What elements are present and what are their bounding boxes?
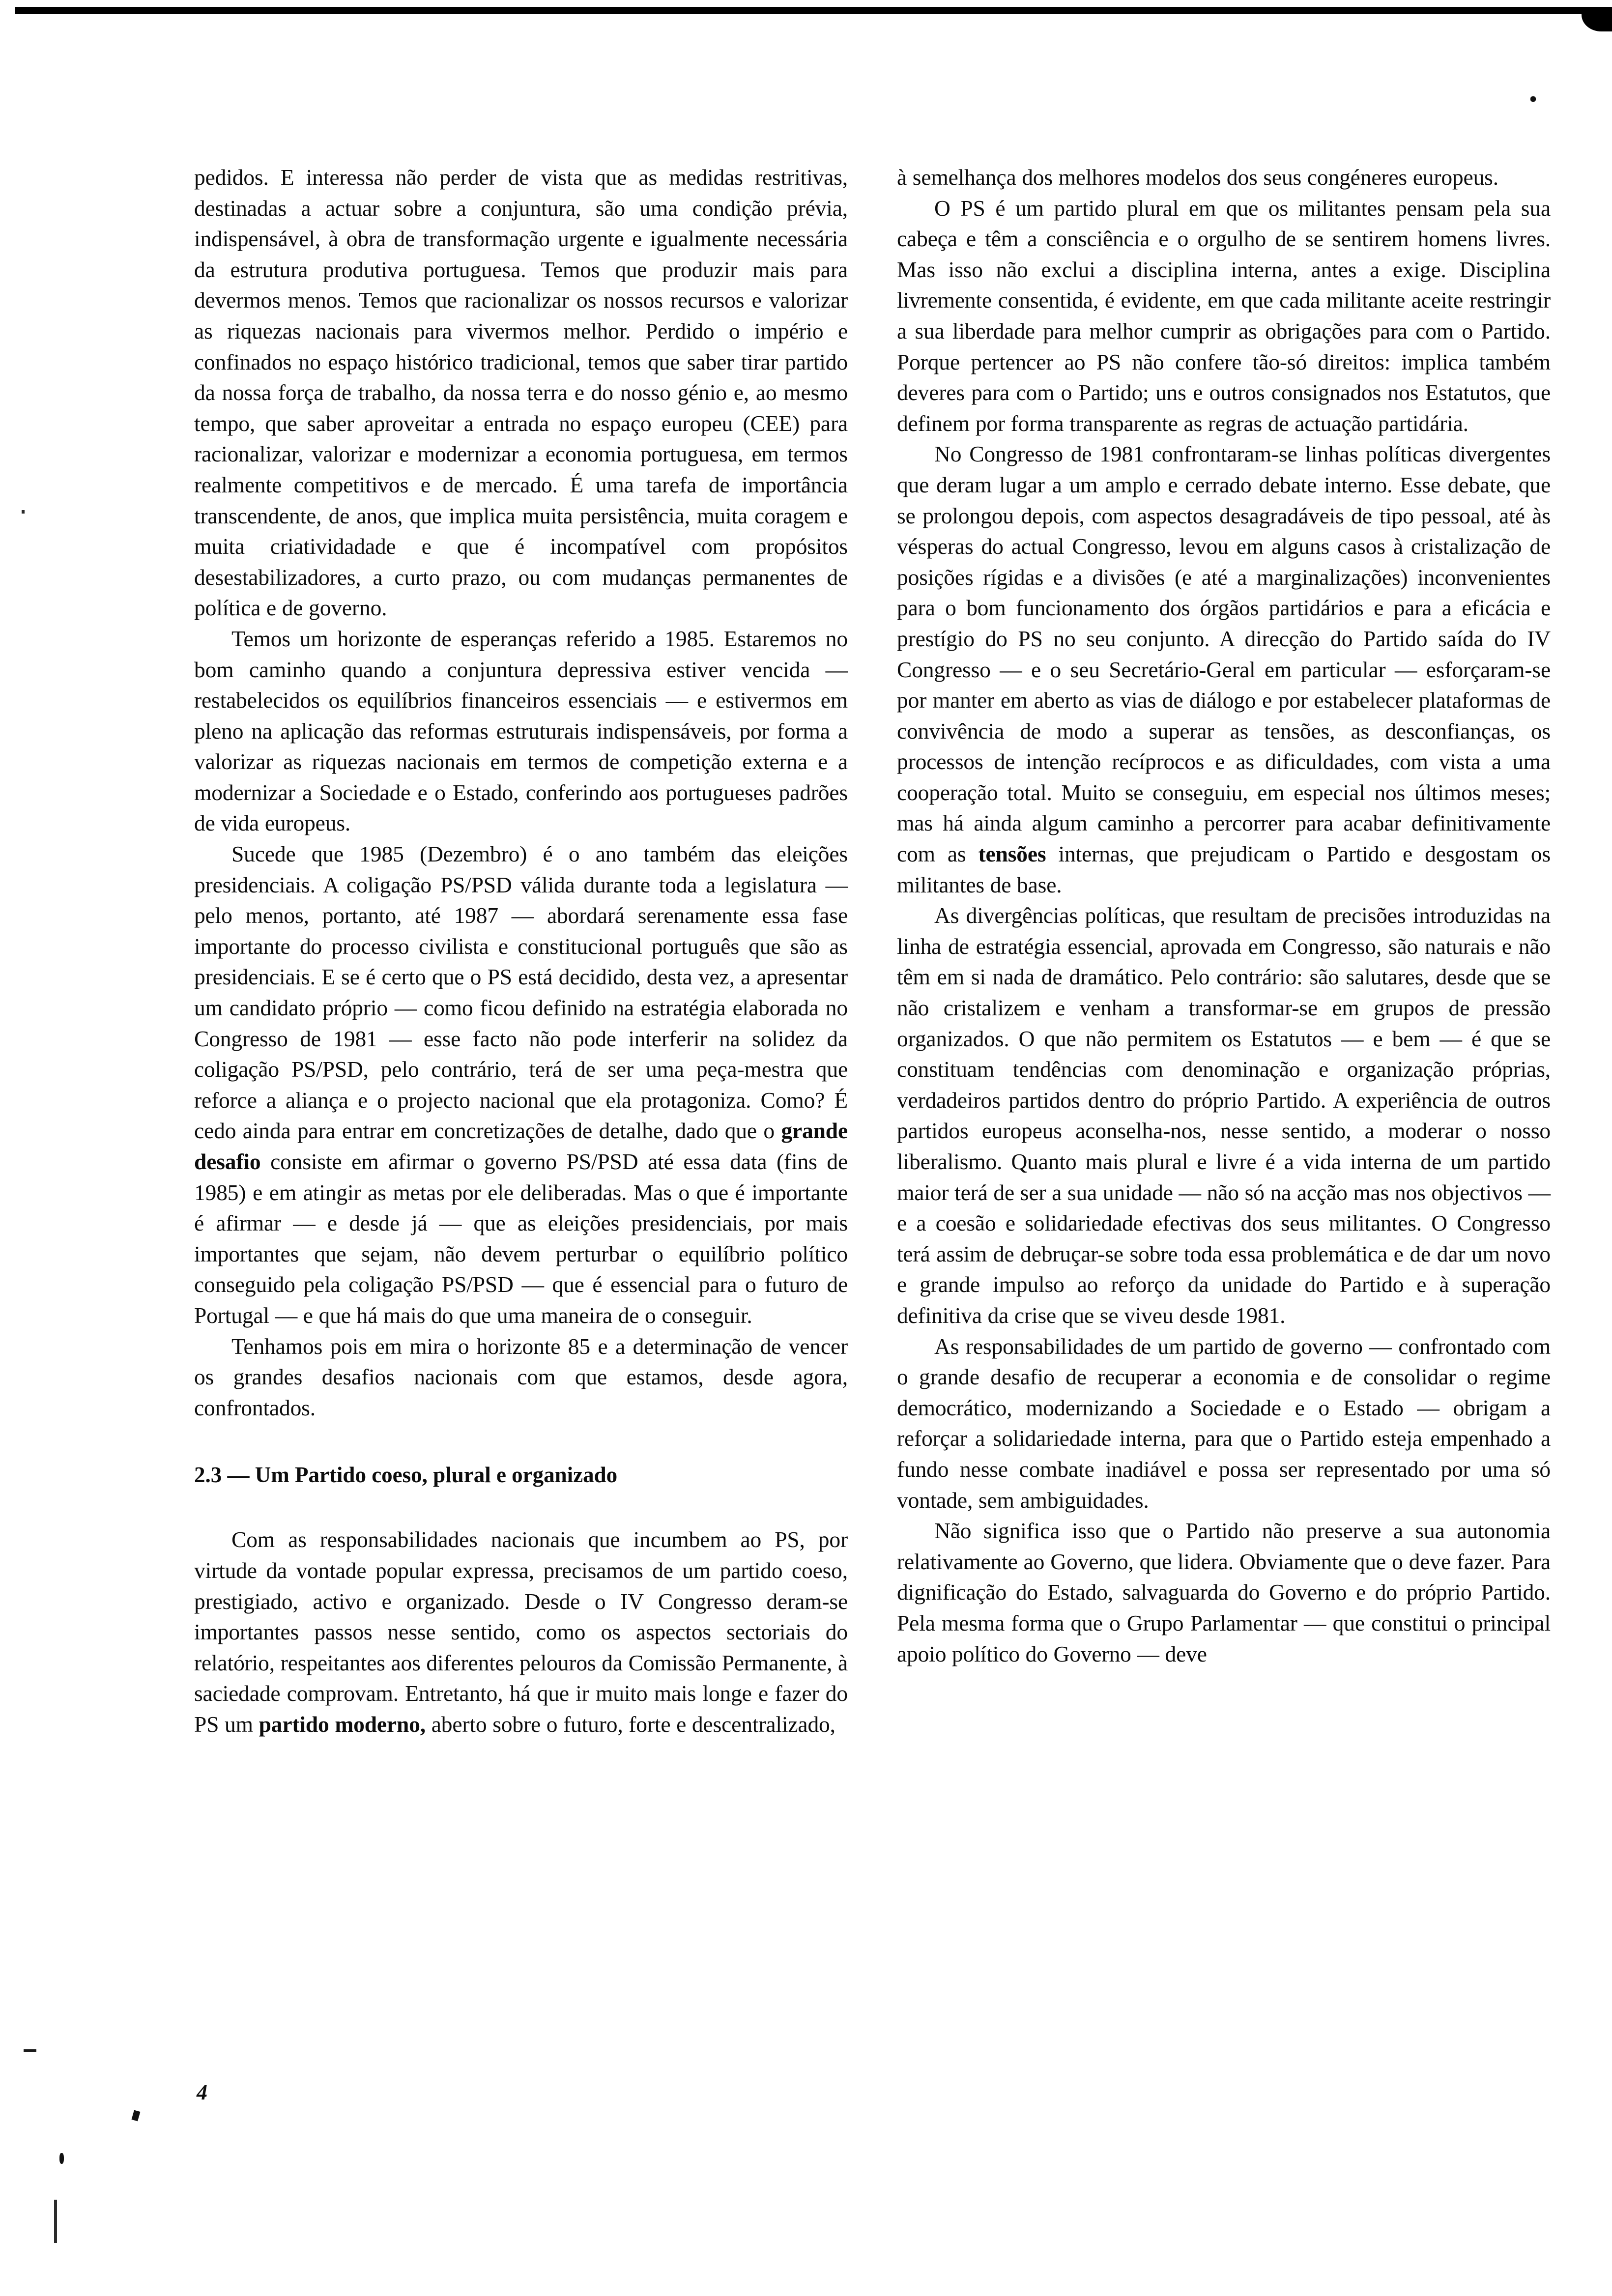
emphasis-partido-moderno: partido moderno, xyxy=(259,1711,426,1737)
paragraph: Não significa isso que o Partido não preserve a sua autonomia relativamente ao Governo, que lidera. Obviamente que o deve fazer. Para dignificação do Estado, salvaguarda do Governo e do próprio Partido. Pela mesma forma que o Grupo Parlamentar — que constitui o principal apoio político do Governo — deve xyxy=(897,1518,1551,1666)
paragraph-run: Com as responsabilidades nacionais que incumbem ao PS, por virtude da vontade popular expressa, precisamos de um partido coeso, prestigiado, activo e organizado. Desde o IV Congresso deram-se importantes passos nesse sentido, como os aspectos sectoriais do relatório, respeitantes aos diferentes pelouros da Comissão Permanente, à saciedade comprovam. Entretanto, há que ir muito mais longe e fazer do PS um xyxy=(194,1527,848,1737)
right-column xyxy=(897,162,1551,1740)
spacer xyxy=(194,1423,848,1460)
scan-edge-artifact-top xyxy=(15,7,1612,14)
paragraph xyxy=(194,1524,848,1740)
emphasis-grande-desafio: grande desafio xyxy=(194,1118,848,1174)
scan-edge-artifact-corner xyxy=(1582,7,1612,31)
paragraph-run: aberto sobre o futuro, forte e descentralizado, xyxy=(425,1711,835,1737)
paragraph: As divergências políticas, que resultam de precisões introduzidas na linha de estratégia essencial, aprovada em Congresso, são naturais e não têm em si nada de dramático. Pelo contrário: são salutares, desde que se não cristalizem e venham a transformar-se em grupos de pressão organizados. O que não permitem os Estatutos — e bem — é que se constituam tendências com denominação e organização próprias, verdadeiros partidos dentro do próprio Partido. A experiência de outros partidos europeus aconselha-nos, nesse sentido, a moderar o nosso liberalismo. Quanto mais plural e livre é a vida interna de um partido maior terá de ser a sua unidade — não só na acção mas nos objectivos — e a coesão e solidariedade efectivas dos seus militantes. O Congresso terá assim de debruçar-se sobre toda essa problemática e de dar um novo e grande impulso ao reforço da unidade do Partido e à superação definitiva da crise que se viveu desde 1981. xyxy=(897,903,1551,1328)
scan-mark-left-margin xyxy=(54,2200,57,2243)
paragraph xyxy=(194,839,848,1331)
spacer xyxy=(194,1490,848,1524)
paragraph: As responsabilidades de um partido de governo — confrontado com o grande desafio de recuperar a economia e de consolidar o regime democrático, modernizando a Sociedade e o Estado — obrigam a reforçar a solidariedade interna, para que o Partido esteja empenhado a fundo nesse combate inadiável e possa ser representado por uma só vontade, sem ambiguidades. xyxy=(897,1333,1551,1513)
scan-speck xyxy=(131,2110,140,2122)
section-heading: 2.3 — Um Partido coeso, plural e organizado xyxy=(194,1463,618,1488)
paragraph: Tenhamos pois em mira o horizonte 85 e a determinação de vencer os grandes desafios nacionais com que estamos, desde agora, confrontados. xyxy=(194,1333,848,1420)
paragraph-run: No Congresso de 1981 confrontaram-se linhas políticas divergentes que deram lugar a um amplo e cerrado debate interno. Esse debate, que se prolongou depois, com aspectos desagradáveis de tipo pessoal, até às vésperas do actual Congresso, levou em alguns casos à cristalização de posições rígidas e a divisões (e até a marginalizações) inconvenientes para o bom funcionamento dos órgãos partidários e para a eficácia e prestígio do PS no seu conjunto. A direcção do Partido saída do IV Congresso — e o seu Secretário-Geral em particular — esforçaram-se por manter em aberto as vias de diálogo e por estabelecer plataformas de convivência de modo a superar as tensões, as desconfianças, os processos de intenção recíprocos e as dificuldades, com vista a uma cooperação total. Muito se conseguiu, em especial nos últimos meses; mas há ainda algum caminho a percorrer para acabar definitivamente com as xyxy=(897,441,1551,867)
text-body xyxy=(194,162,1551,1740)
page-number: 4 xyxy=(197,2080,207,2104)
paragraph: pedidos. E interessa não perder de vista que as medidas restritivas, destinadas a actuar sobre a conjuntura, são uma condição prévia, indispensável, à obra de transformação urgente e igualmente necessária da estrutura produtiva portuguesa. Temos que produzir mais para devermos menos. Temos que racionalizar os nossos recursos e valorizar as riquezas nacionais para vivermos melhor. Perdido o império e confinados no espaço histórico tradicional, temos que saber tirar partido da nossa força de trabalho, da nossa terra e do nosso génio e, ao mesmo tempo, que saber aproveitar a entrada no espaço europeu (CEE) para racionalizar, valorizar e modernizar a economia portuguesa, em termos realmente competitivos e de mercado. É uma tarefa de importância transcendente, de anos, que implica muita persistência, muita coragem e muita criatividadade e que é incompatível com propósitos desestabilizadores, a curto prazo, ou com mudanças permanentes de política e de governo. xyxy=(194,165,848,621)
paragraph: O PS é um partido plural em que os militantes pensam pela sua cabeça e têm a consciência e o orgulho de se sentirem homens livres. Mas isso não exclui a disciplina interna, antes a exige. Disciplina livremente consentida, é evidente, em que cada militante aceite restringir a sua liberdade para melhor cumprir as obrigações para com o Partido. Porque pertencer ao PS não confere tão-só direitos: implica também deveres para com o Partido; uns e outros consignados nos Estatutos, que definem por forma transparente as regras de actuação partidária. xyxy=(897,195,1551,436)
paragraph-run: Sucede que 1985 (Dezembro) é o ano também das eleições presidenciais. A coligação PS/PSD válida durante toda a legislatura — pelo menos, portanto, até 1987 — abordará serenamente essa fase importante do processo civilista e constitucional português que são as presidenciais. E se é certo que o PS está decidido, desta vez, a apresentar um candidato próprio — como ficou definido na estratégia elaborada no Congresso de 1981 — esse facto não pode interferir na solidez da coligação PS/PSD, pelo contrário, terá de ser uma peça-mestra que reforce a aliança e o projecto nacional que ela protagoniza. Como? É cedo ainda para entrar em concretizações de detalhe, dado que o xyxy=(194,841,848,1144)
scan-mark-left-margin xyxy=(22,510,25,514)
paragraph: Temos um horizonte de esperanças referido a 1985. Estaremos no bom caminho quando a conjuntura depressiva estiver vencida — restabelecidos os equilíbrios financeiros essenciais — e estivermos em pleno na aplicação das reformas estruturais indispensáveis, por forma a valorizar as riquezas nacionais em termos de competição externa e a modernizar a Sociedade e o Estado, conferindo aos portugueses padrões de vida europeus. xyxy=(194,626,848,836)
emphasis-tensoes: tensões xyxy=(978,841,1046,867)
paragraph: à semelhança dos melhores modelos dos seus congéneres europeus. xyxy=(897,165,1498,190)
left-column xyxy=(194,162,848,1740)
scan-speck xyxy=(1530,96,1536,102)
paragraph-run: consiste em afirmar o governo PS/PSD até essa data (fins de 1985) e em atingir as metas por ele deliberadas. Mas o que é importante é afirmar — e desde já — que as eleições presidenciais, por mais importantes que sejam, não devem perturbar o equilíbrio político conseguido pela coligação PS/PSD — que é essencial para o futuro de Portugal — e que há mais do que uma maneira de o conseguir. xyxy=(194,1149,848,1328)
paragraph xyxy=(897,439,1551,900)
scan-speck xyxy=(59,2153,64,2164)
paragraph-run: internas, que prejudicam o Partido e desgostam os militantes de base. xyxy=(897,841,1551,897)
scan-mark-left-margin xyxy=(24,2049,36,2052)
